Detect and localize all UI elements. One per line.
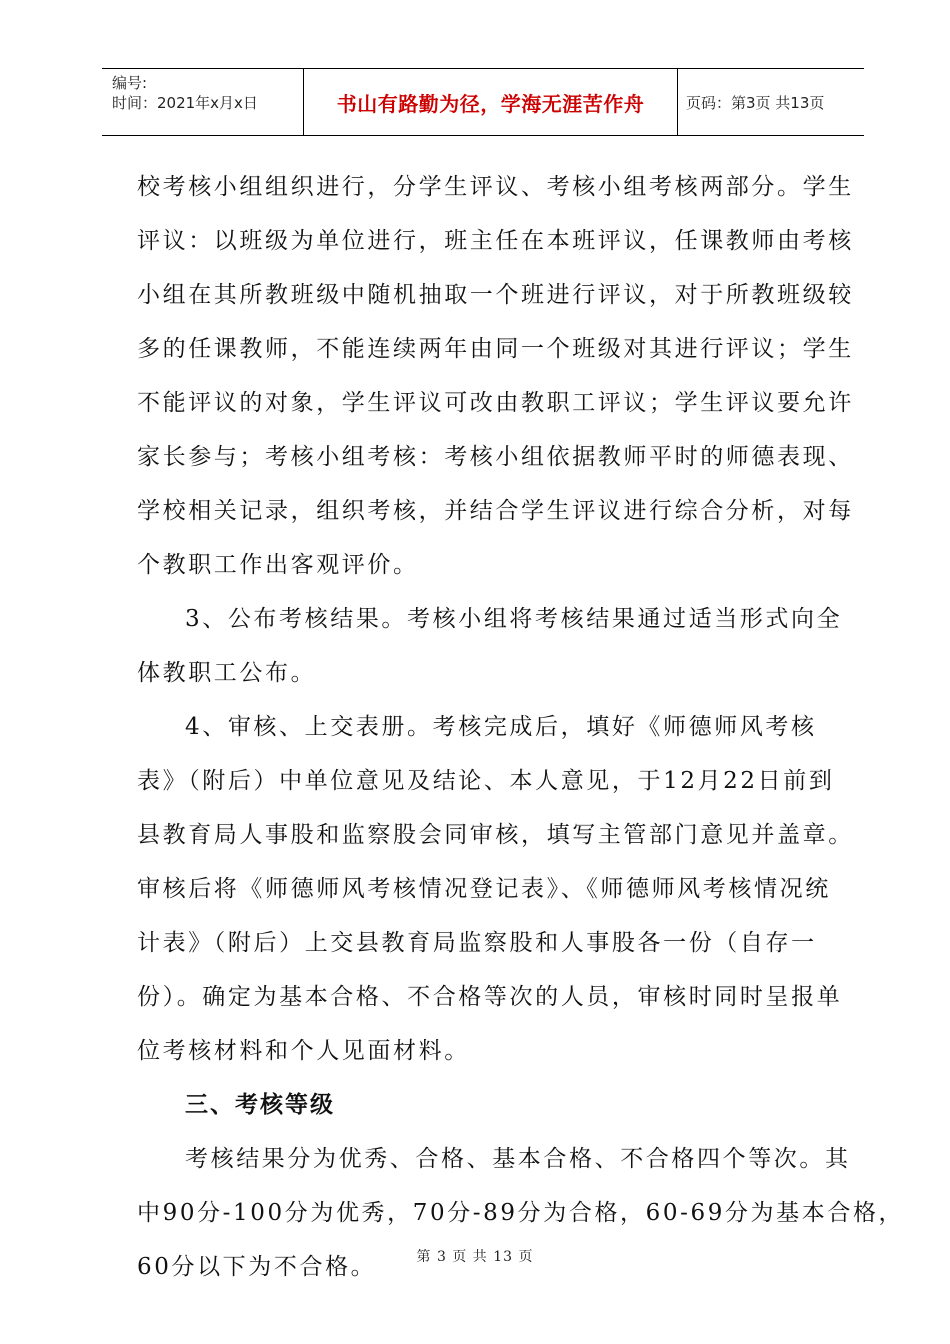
body-text: [137, 160, 905, 1294]
body-line: 计表》（附后）上交县教育局监察股和人事股各一份（自存一: [137, 930, 817, 956]
header-motto: 书山有路勤为径，学海无涯苦作舟: [304, 69, 678, 135]
body-line: 县教育局人事股和监察股会同审核，填写主管部门意见并盖章。: [137, 822, 854, 848]
number-label: 编号:: [112, 74, 148, 92]
body-line: 位考核材料和个人见面材料。: [137, 1038, 470, 1064]
body-line: 审核后将《师德师风考核情况登记表》、《师德师风考核情况统: [137, 876, 831, 902]
page-header: [102, 68, 864, 136]
body-line: 中90分-100分为优秀，70分-89分为合格，60-69分为基本合格，: [137, 1200, 905, 1226]
body-line: 体教职工公布。: [137, 660, 317, 686]
body-line: 多的任课教师，不能连续两年由同一个班级对其进行评议；学生: [137, 336, 854, 362]
body-line: 不能评议的对象，学生评议可改由教职工评议；学生评议要允许: [137, 390, 854, 416]
page-footer: 第 3 页 共 13 页: [416, 1249, 534, 1265]
body-line: 小组在其所教班级中随机抽取一个班进行评议，对于所教班级较: [137, 282, 854, 308]
time-label: 时间：2021年x月x日: [112, 94, 258, 112]
body-line: 家长参与；考核小组考核：考核小组依据教师平时的师德表现、: [137, 444, 854, 470]
body-line: 学校相关记录，组织考核，并结合学生评议进行综合分析，对每: [137, 498, 854, 524]
body-line: 4、审核、上交表册。考核完成后，填好《师德师风考核: [185, 714, 817, 740]
body-line: 个教职工作出客观评价。: [137, 552, 419, 578]
body-line: 份）。确定为基本合格、不合格等次的人员，审核时同时呈报单: [137, 984, 843, 1010]
body-line: 表》（附后）中单位意见及结论、本人意见，于12月22日前到: [137, 768, 835, 794]
body-line: 校考核小组组织进行，分学生评议、考核小组考核两部分。学生: [137, 174, 854, 200]
body-line: 考核结果分为优秀、合格、基本合格、不合格四个等次。其: [185, 1146, 851, 1172]
section-heading: 三、考核等级: [185, 1092, 335, 1118]
body-line: 评议：以班级为单位进行，班主任在本班评议，任课教师由考核: [137, 228, 854, 254]
header-page-code: 页码：第3页 共13页: [686, 93, 825, 112]
body-line: 60分以下为不合格。: [137, 1254, 377, 1280]
body-line: 3、公布考核结果。考核小组将考核结果通过适当形式向全: [185, 606, 843, 632]
header-info-cell: [102, 69, 304, 135]
